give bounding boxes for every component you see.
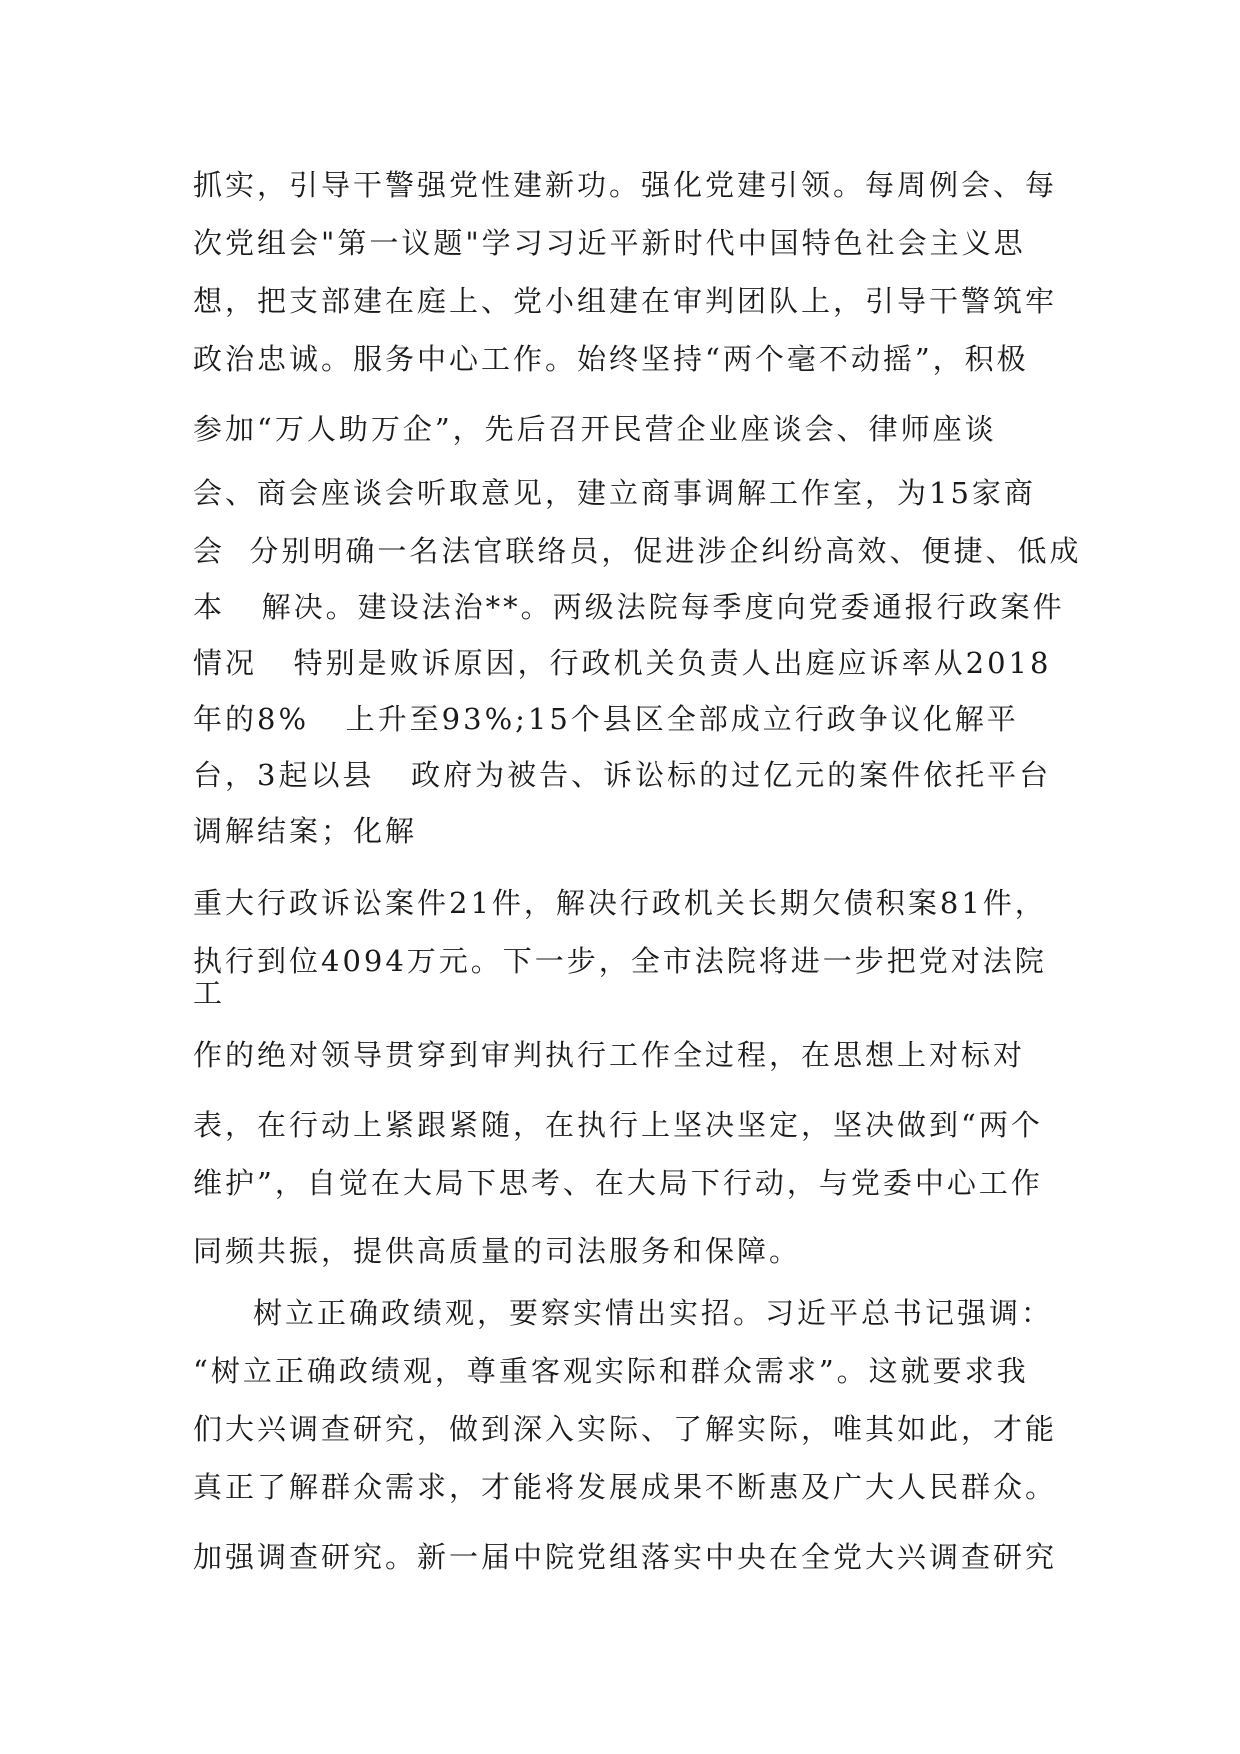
text-line: 重大行政诉讼案件21件，解决行政机关长期欠债积案81件， — [193, 886, 1047, 920]
text-line: 们大兴调查研究，做到深入实际、了解实际，唯其如此，才能 — [193, 1412, 1058, 1446]
text-line: 调解结案；化解 — [193, 814, 418, 848]
text-line: 会、商会座谈会听取意见，建立商事调解工作室，为15家商 — [193, 476, 1036, 510]
text-line: 执行到位4094万元。下一步，全市法院将进一步把党对法院 — [193, 944, 1047, 978]
text-line: 次党组会"第一议题"学习习近平新时代中国特色社会主义思 — [193, 226, 1026, 260]
text-line: “树立正确政绩观，尊重客观实际和群众需求”。这就要求我 — [193, 1354, 1029, 1388]
text-line: 作的绝对领导贯穿到审判执行工作全过程，在思想上对标对 — [193, 1038, 1026, 1072]
text-line: 想，把支部建在庭上、党小组建在审判团队上，引导干警筑牢 — [193, 284, 1058, 318]
text-line: 同频共振，提供高质量的司法服务和保障。 — [193, 1234, 802, 1268]
text-line: 情况 特别是败诉原因，行政机关负责人出庭应诉率从2018 — [193, 646, 1052, 680]
text-line: 加强调查研究。新一届中院党组落实中央在全党大兴调查研究 — [193, 1540, 1058, 1574]
text-line: 台，3起以县 政府为被告、诉讼标的过亿元的案件依托平台 — [193, 758, 1052, 792]
text-line: 会 分别明确一名法官联络员，促进涉企纠纷高效、便捷、低成 — [193, 534, 1082, 568]
text-line: 维护”，自觉在大局下思考、在大局下行动，与党委中心工作 — [193, 1166, 1043, 1200]
text-line: 工 — [193, 976, 226, 1010]
text-line: 真正了解群众需求，才能将发展成果不断惠及广大人民群众。 — [193, 1470, 1058, 1504]
text-line: 年的8% 上升至93%;15个县区全部成立行政争议化解平 — [193, 702, 1019, 736]
text-line: 表，在行动上紧跟紧随，在执行上坚决坚定，坚决做到“两个 — [193, 1108, 1043, 1142]
text-line: 参加“万人助万企”，先后召开民营企业座谈会、律师座谈 — [193, 412, 997, 446]
paragraph-first-line: 树立正确政绩观，要察实情出实招。习近平总书记强调： — [253, 1296, 1054, 1330]
text-line: 抓实，引导干警强党性建新功。强化党建引领。每周例会、每 — [193, 168, 1058, 202]
text-line: 本 解决。建设法治**。两级法院每季度向党委通报行政案件 — [193, 590, 1065, 624]
text-line: 政治忠诚。服务中心工作。始终坚持“两个毫不动摇”，积极 — [193, 342, 1029, 376]
